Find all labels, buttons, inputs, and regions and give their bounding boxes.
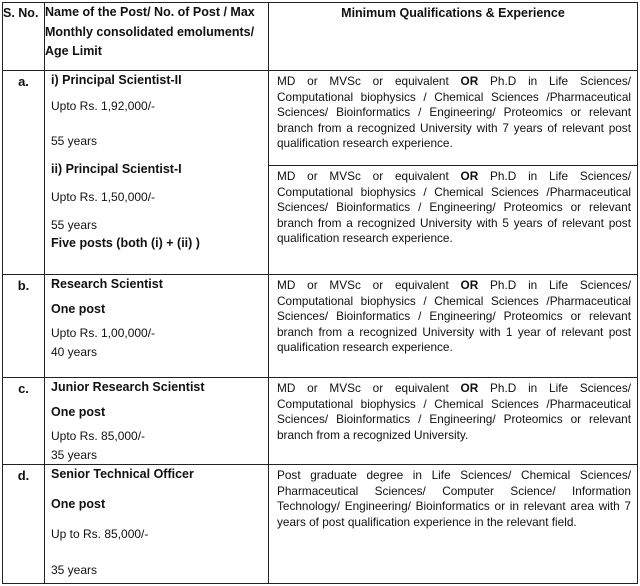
post-details bbox=[45, 378, 269, 465]
post-title: Senior Technical Officer bbox=[51, 467, 194, 481]
post-details bbox=[45, 275, 269, 378]
post-salary: Upto Rs. 85,000/- bbox=[51, 429, 146, 443]
post-salary: Up to Rs. 85,000/- bbox=[51, 527, 149, 541]
qualification-text: Post graduate degree in Life Sciences/ Chemical Sciences/ Pharmaceutical Sciences/ Computer Science/ Information Technology/ Engineering/ Bioinformatics or in relevant area with 7 years of post qualification experience in the relevant field. bbox=[277, 468, 631, 529]
qualification-text: MD or MVSc or equivalent OR Ph.D in Life Sciences/ Computational biophysics / Chemical Sciences /Pharmaceutical Sciences/ Bioinformatics / Engineering/ Proteomics or relevant branch from a recognized University with 5 years of relevant post qualification research experience. bbox=[269, 165, 637, 250]
table-row bbox=[3, 465, 638, 584]
post-count: One post bbox=[51, 405, 106, 419]
post-details bbox=[45, 71, 269, 275]
post-details bbox=[45, 465, 269, 584]
post-title: Research Scientist bbox=[51, 277, 163, 291]
post-title: i) Principal Scientist-II bbox=[51, 73, 182, 87]
or-keyword: OR bbox=[460, 278, 479, 292]
post-salary: Upto Rs. 1,50,000/- bbox=[51, 190, 156, 204]
header-sno: S. No. bbox=[3, 3, 45, 71]
or-keyword: OR bbox=[460, 169, 479, 183]
post-salary: Upto Rs. 1,00,000/- bbox=[51, 326, 156, 340]
row-sno: c. bbox=[3, 378, 45, 465]
qualification-text: MD or MVSc or equivalent OR Ph.D in Life Sciences/ Computational biophysics / Chemical Sciences /Pharmaceutical Sciences/ Bioinformatics / Engineering/ Proteomics or relevant branch from a recognized University with 7 years of relevant post qualification research experience. bbox=[277, 74, 631, 151]
post-count: Five posts (both (i) + (ii) ) bbox=[51, 236, 200, 250]
row-sno: d. bbox=[3, 465, 45, 584]
qualification-cell bbox=[269, 71, 638, 275]
header-qualification: Minimum Qualifications & Experience bbox=[269, 3, 638, 71]
table-row bbox=[3, 275, 638, 378]
qualification-text: MD or MVSc or equivalent OR Ph.D in Life Sciences/ Computational biophysics / Chemical Sciences /Pharmaceutical Sciences/ Bioinformatics / Engineering/ Proteomics or relevant branch from a recognized University. bbox=[277, 381, 631, 442]
qualification-text: MD or MVSc or equivalent OR Ph.D in Life Sciences/ Computational biophysics / Chemical Sciences /Pharmaceutical Sciences/ Bioinformatics / Engineering/ Proteomics or relevant branch from a recognized University with 1 year of relevant post qualification research experience. bbox=[277, 278, 631, 355]
post-title: Junior Research Scientist bbox=[51, 380, 205, 394]
or-keyword: OR bbox=[460, 381, 479, 395]
post-title: ii) Principal Scientist-I bbox=[51, 162, 182, 176]
table-row bbox=[3, 378, 638, 465]
row-sno: a. bbox=[3, 71, 45, 275]
post-age: 55 years bbox=[51, 218, 98, 232]
header-post: Name of the Post/ No. of Post / Max Monthly consolidated emoluments/ Age Limit bbox=[45, 3, 269, 71]
qualification-cell bbox=[269, 275, 638, 378]
table-header-row bbox=[3, 3, 638, 71]
post-count: One post bbox=[51, 302, 106, 316]
qualification-cell bbox=[269, 378, 638, 465]
table-row bbox=[3, 71, 638, 275]
post-salary: Upto Rs. 1,92,000/- bbox=[51, 99, 156, 113]
post-count: One post bbox=[51, 497, 106, 511]
post-age: 35 years bbox=[51, 448, 98, 462]
post-age: 55 years bbox=[51, 134, 98, 148]
posts-table bbox=[2, 2, 638, 584]
post-age: 35 years bbox=[51, 563, 98, 577]
row-sno: b. bbox=[3, 275, 45, 378]
qualification-cell bbox=[269, 465, 638, 584]
or-keyword: OR bbox=[460, 74, 479, 88]
post-age: 40 years bbox=[51, 345, 98, 359]
